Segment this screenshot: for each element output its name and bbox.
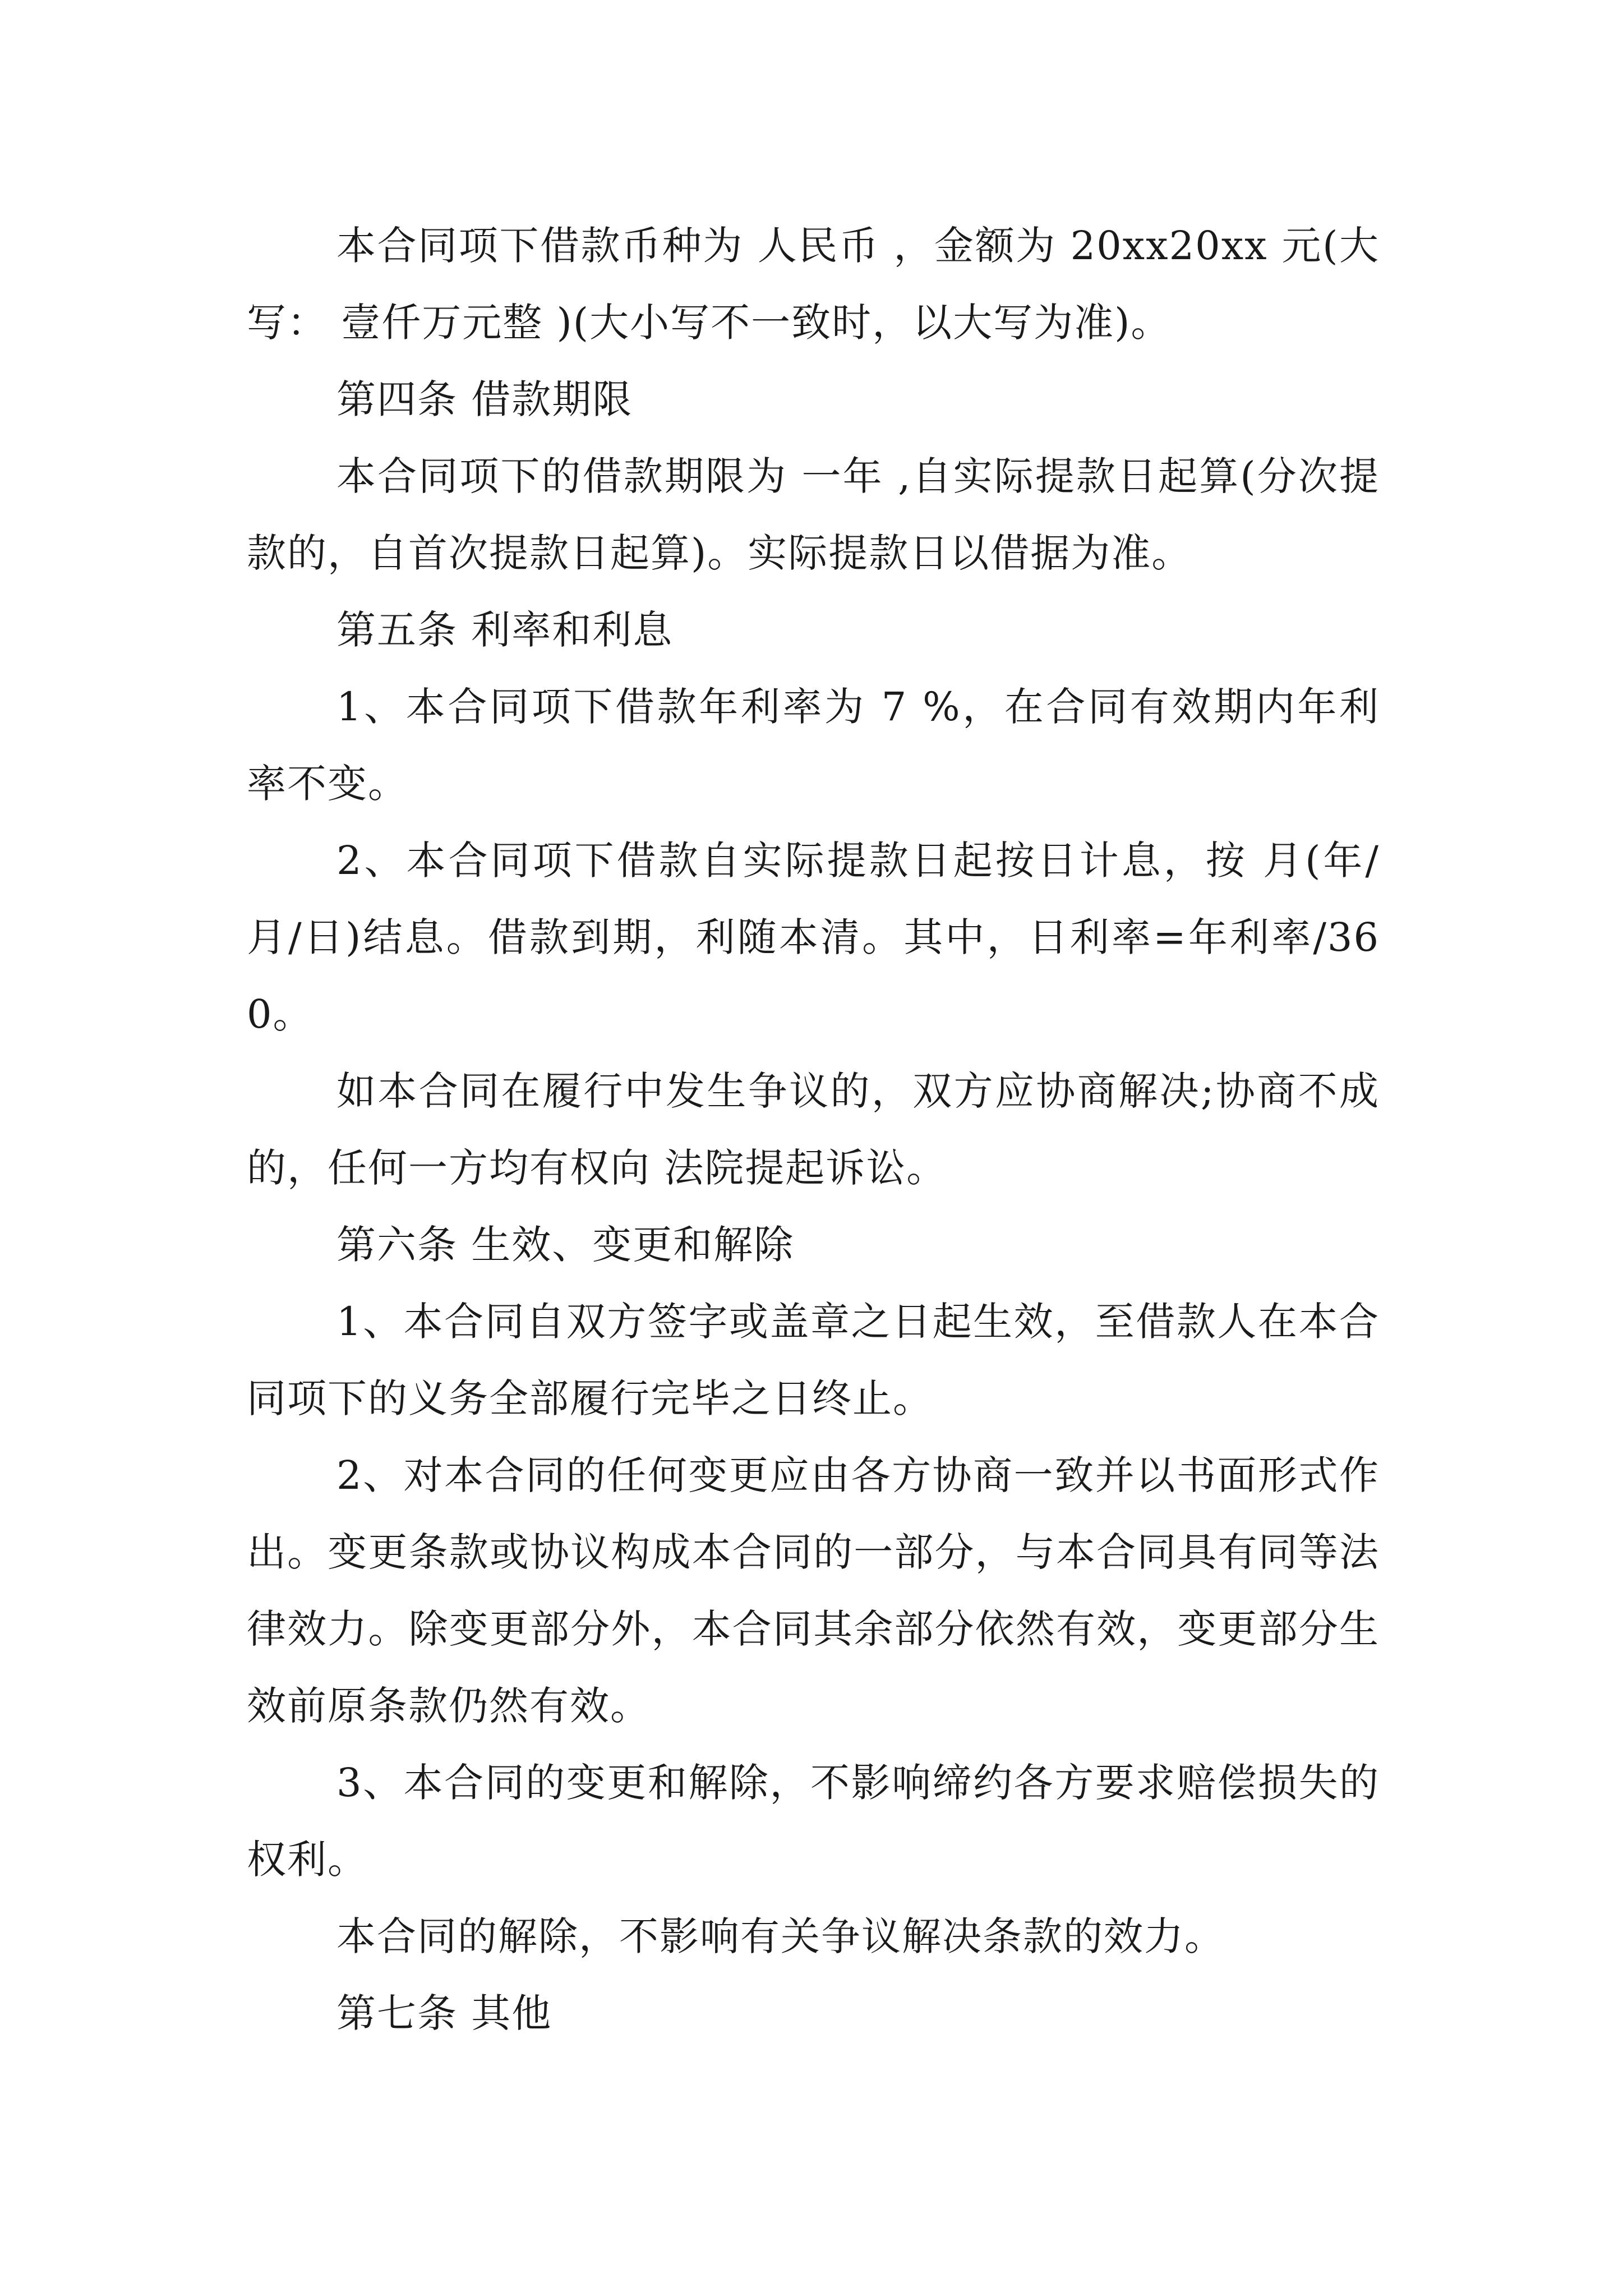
heading-article-6: 第六条 生效、变更和解除: [336, 1222, 795, 1268]
document-body: [247, 208, 1380, 2052]
paragraph-effectiveness: 1、本合同自双方签字或盖章之日起生效，至借款人在本合同项下的义务全部履行完毕之日终止。: [247, 1299, 1380, 1421]
paragraph-amendment: 2、对本合同的任何变更应由各方协商一致并以书面形式作出。变更条款或协议构成本合同的一部分，与本合同具有同等法律效力。除变更部分外，本合同其余部分依然有效，变更部分生效前原条款仍然有效。: [247, 1452, 1380, 1729]
heading-article-7: 第七条 其他: [336, 1990, 552, 2036]
paragraph-dispute-resolution: 如本合同在履行中发生争议的，双方应协商解决;协商不成的，任何一方均有权向 法院提起诉讼。: [247, 1068, 1380, 1191]
paragraph-termination-rights: 3、本合同的变更和解除，不影响缔约各方要求赔偿损失的权利。: [247, 1760, 1380, 1883]
paragraph-interest-rate: 1、本合同项下借款年利率为 7 %，在合同有效期内年利率不变。: [247, 684, 1380, 807]
paragraph-loan-term: 本合同项下的借款期限为 一年 ,自实际提款日起算(分次提款的，自首次提款日起算)。实际提款日以借据为准。: [247, 453, 1380, 576]
heading-article-4: 第四条 借款期限: [336, 376, 633, 422]
paragraph-currency-amount: 本合同项下借款币种为 人民币 ，金额为 20xx20xx 元(大写： 壹仟万元整 )(大小写不一致时，以大写为准)。: [247, 223, 1380, 346]
heading-article-5: 第五条 利率和利息: [336, 607, 674, 653]
paragraph-dispute-clause-validity: 本合同的解除，不影响有关争议解决条款的效力。: [336, 1913, 1225, 1959]
paragraph-interest-calculation: 2、本合同项下借款自实际提款日起按日计息，按 月(年/月/日)结息。借款到期，利随本清。其中，日利率=年利率/360。: [247, 838, 1380, 1037]
